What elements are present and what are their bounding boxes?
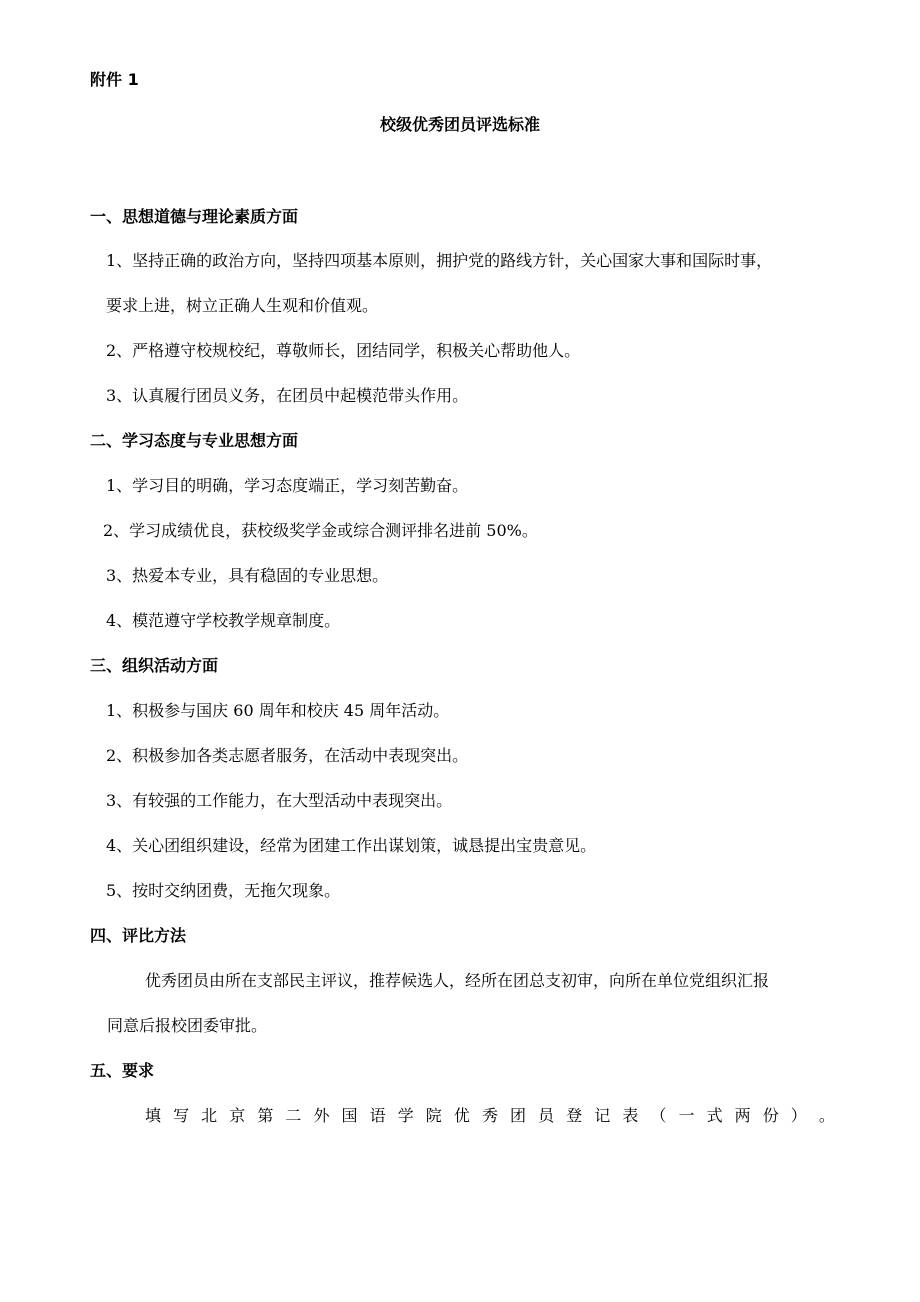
- spread-char: 员: [538, 1106, 555, 1125]
- spread-char: 式: [706, 1106, 723, 1125]
- spread-char: 院: [425, 1106, 442, 1125]
- spread-char: 秀: [481, 1106, 498, 1125]
- spread-char: （: [650, 1106, 667, 1125]
- section-heading-3: 三、组织活动方面: [90, 656, 219, 675]
- section-1-item-2: 2、严格遵守校规校纪，尊敬师长，团结同学，积极关心帮助他人。: [106, 341, 581, 360]
- section-1-item-1-cont: 要求上进，树立正确人生观和价值观。: [106, 296, 379, 315]
- spread-char: 国: [341, 1106, 358, 1125]
- spread-char: 优: [453, 1106, 470, 1125]
- section-4-paragraph: 优秀团员由所在支部民主评议，推荐候选人，经所在团总支初审，向所在单位党组织汇报: [145, 971, 770, 990]
- section-3-item-4: 4、关心团组织建设，经常为团建工作出谋划策，诚恳提出宝贵意见。: [106, 836, 597, 855]
- spread-char: 二: [285, 1106, 302, 1125]
- section-3-item-1: 1、积极参与国庆 60 周年和校庆 45 周年活动。: [106, 701, 450, 720]
- spread-char: 第: [257, 1106, 274, 1125]
- section-2-item-2: 2、学习成绩优良，获校级奖学金或综合测评排名进前 50%。: [103, 521, 538, 540]
- section-3-item-2: 2、积极参加各类志愿者服务，在活动中表现突出。: [106, 746, 469, 765]
- spread-char: 一: [678, 1106, 695, 1125]
- section-3-item-3: 3、有较强的工作能力，在大型活动中表现突出。: [106, 791, 453, 810]
- spread-char: 登: [566, 1106, 583, 1125]
- attachment-label: 附件 1: [90, 70, 139, 89]
- spread-char: 北: [201, 1106, 218, 1125]
- spread-char: 外: [313, 1106, 330, 1125]
- spread-char: ）: [790, 1106, 807, 1125]
- spread-char: 团: [510, 1106, 527, 1125]
- section-1-item-1: 1、坚持正确的政治方向，坚持四项基本原则，拥护党的路线方针，关心国家大事和国际时事，: [106, 251, 773, 270]
- section-1-item-3: 3、认真履行团员义务，在团员中起模范带头作用。: [106, 386, 469, 405]
- section-2-item-3: 3、热爱本专业，具有稳固的专业思想。: [106, 566, 389, 585]
- section-3-item-5: 5、按时交纳团费，无拖欠现象。: [106, 881, 341, 900]
- section-heading-2: 二、学习态度与专业思想方面: [90, 431, 299, 450]
- spread-char: 两: [734, 1106, 751, 1125]
- document-title: 校级优秀团员评选标准: [379, 115, 540, 134]
- spread-char: 份: [762, 1106, 779, 1125]
- section-2-item-4: 4、模范遵守学校教学规章制度。: [106, 611, 341, 630]
- spread-char: 学: [397, 1106, 414, 1125]
- section-heading-5: 五、要求: [90, 1061, 155, 1080]
- section-4-paragraph-cont: 同意后报校团委审批。: [107, 1016, 268, 1035]
- spread-char: 表: [622, 1106, 639, 1125]
- spread-char: 京: [229, 1106, 246, 1125]
- spread-char: 填: [145, 1106, 162, 1125]
- spread-char: 语: [369, 1106, 386, 1125]
- section-5-paragraph: [145, 1106, 835, 1126]
- section-2-item-1: 1、学习目的明确，学习态度端正，学习刻苦勤奋。: [106, 476, 469, 495]
- section-heading-1: 一、思想道德与理论素质方面: [90, 207, 299, 226]
- spread-char: 。: [818, 1106, 835, 1125]
- spread-char: 写: [173, 1106, 190, 1125]
- spread-char: 记: [594, 1106, 611, 1125]
- section-heading-4: 四、评比方法: [90, 926, 187, 945]
